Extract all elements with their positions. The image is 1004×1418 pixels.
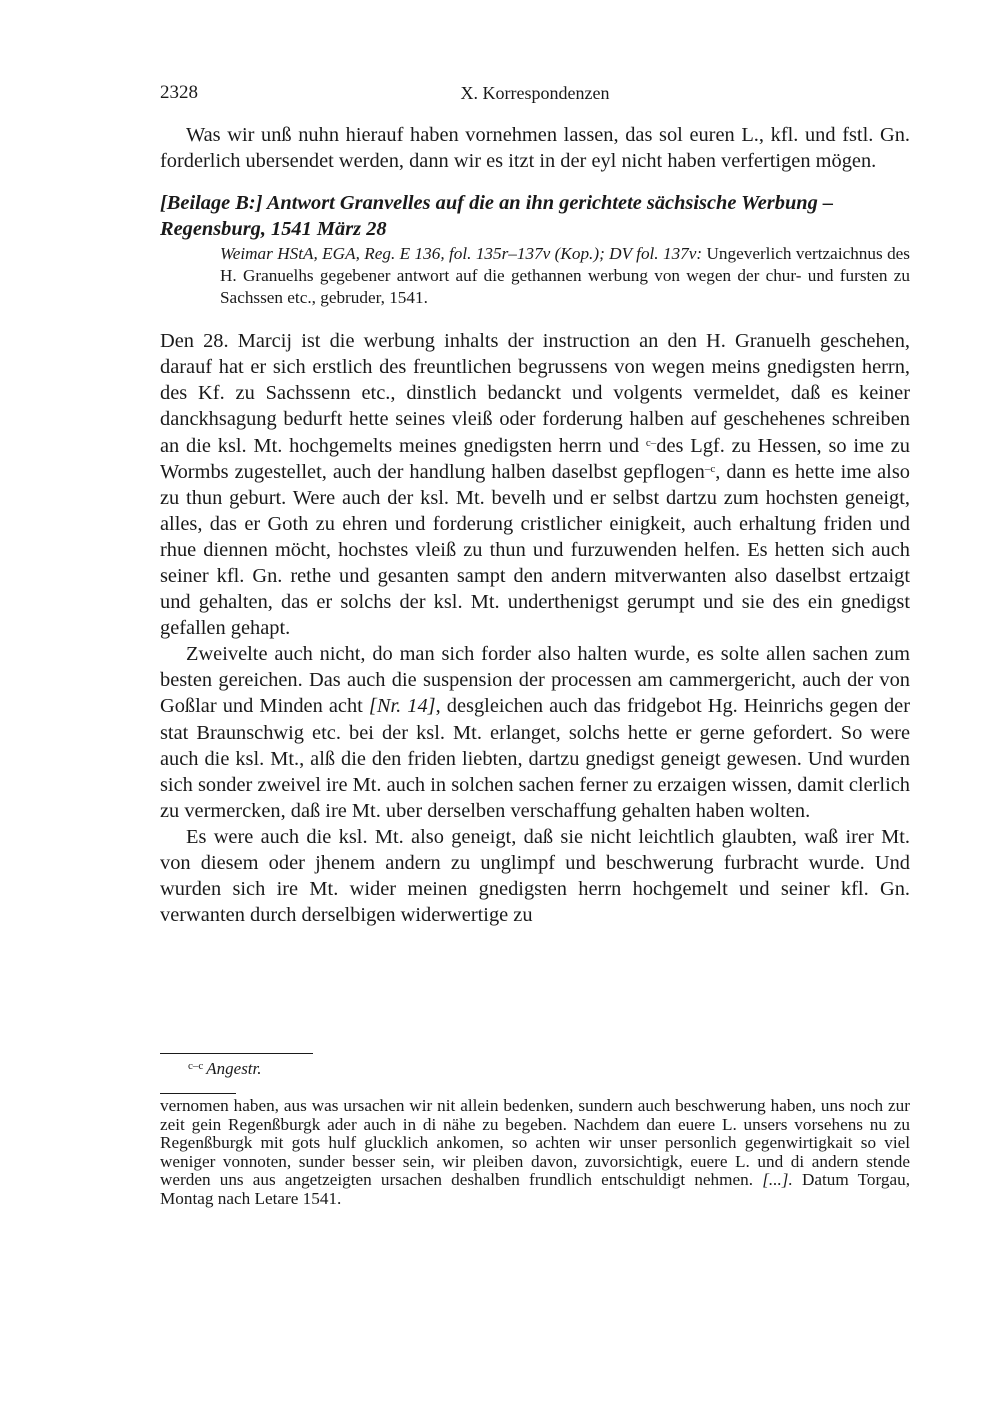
page — [160, 78, 910, 928]
body-paragraph-3: Es were auch die ksl. Mt. also geneigt, daß sie nicht leichtlich glaubten, waß irer Mt. von diesem oder jhenem andern zu unglimpf und beschwerung furbracht wurde. Und wurden sich ire Mt. wider meinen gnedigsten herrn hochgemelt und seiner kfl. Gn. verwanten durch derselbigen widerwertige zu — [160, 825, 910, 927]
source-description: Ungeverlich vertzaichnus des H. Granuelhs gegebener antwort auf die gethannen werbung von wegen der chur- und fursten zu Sachssen etc., gebruder, 1541. — [220, 244, 910, 307]
siglum-marked-text: des Lgf. zu Hessen, so ime zu Wormbs zugestellet, auch der handlung halben daselbst gepflogen — [160, 434, 910, 483]
cross-reference: [Nr. 14] — [368, 695, 436, 718]
paragraph-text: Zweivelte auch nicht, do man sich forder also halten wurde, es solte allen sachen zum besten gereichen. Das auch die suspension der processen am cammergericht, auch der von Goßlar und Minden acht — [160, 643, 910, 718]
footnote-text: vernomen haben, aus was ursachen wir nit allein bedenken, sundern auch beschwerung haben, uns noch zur zeit gein Regenßburgk ader auch in di nähe zu begeben. Nachdem dan euere L. unsers vorsehens nu zu Regenßburgk mit gots hulf glucklich ankomen, so achten wir unser personlich gegenwirtigkait so viel weniger vonnoten, sunder besser sein, wir pleiben davon, zuvorsichtigk, euere L. und di andern stende werden uns aus angetzeigten ursachen deshalben frundlich entschuldigt nehmen. — [160, 1096, 910, 1189]
page-number: 2328 — [160, 82, 198, 103]
intro-paragraph: Was wir unß nuhn hierauf haben vornehmen lassen, das sol euren L., kfl. und fstl. Gn. forderlich ubersendet werden, dann wir es itzt in der eyl nicht haben verfertigen mögen. — [160, 124, 910, 173]
footnote-divider — [160, 1093, 236, 1094]
main-text — [160, 122, 910, 174]
body-text — [160, 328, 910, 928]
paragraph-text: , desgleichen auch das fridgebot Hg. Heinrichs gegen der stat Braunschwig etc. bei der ksl. Mt. erlanget, solchs hette er gerne gefordert. So were auch die ksl. Mt., alß die den friden liebten, dartzu gnedigst geneigt gewesen. Und wurden sich sonder zweivel ire Mt. auch in solchen sachen ferner zu erzaigen wissen, damit clerlich zu vermercken, daß ire Mt. uber derselben verschaffung gehalten haben wolten. — [160, 695, 910, 822]
ellipsis-mark: [...]. — [762, 1170, 793, 1189]
footnote-text: Datum Torgau, Montag nach Letare 1541. — [160, 1170, 910, 1208]
apparatus-text: Angestr. — [206, 1059, 262, 1078]
body-paragraph-1 — [160, 328, 910, 641]
siglum-close: –c — [704, 462, 716, 475]
apparatus-note — [188, 1058, 910, 1080]
source-citation: Weimar HStA, EGA, Reg. E 136, fol. 135r–137v (Kop.); DV fol. 137v: — [220, 244, 703, 264]
paragraph-text: Den 28. Marcij ist die werbung inhalts der instruction an den H. Granuelh geschehen, darauf hat er sich erstlich des freuntlichen begrussens von wegen meins gnedigsten herrn, des Kf. zu Sachssenn etc., dinstlich bedanckt und volgents vermeldet, daß es keiner danckhsagung bedurft hette seines vleiß oder forderung halben auf geschehenes schreiben an die ksl. Mt. hochgemelts meines gnedigsten herrn und — [160, 330, 910, 457]
apparatus-marker: c–c — [188, 1060, 204, 1072]
section-heading: [Beilage B:] Antwort Granvelles auf die an ihn gerichtete sächsische Werbung – Regensburg, 1541 März 28 — [160, 192, 834, 241]
footnote-continuation — [160, 1097, 910, 1208]
body-paragraph-2 — [160, 641, 910, 824]
footnote-area — [160, 1053, 910, 1208]
siglum-open: c– — [645, 436, 657, 449]
source-note — [220, 243, 910, 308]
running-title: X. Korrespondenzen — [460, 83, 610, 103]
running-head — [160, 78, 910, 108]
apparatus-divider — [160, 1053, 313, 1054]
paragraph-text: , dann es hette ime also zu thun geburt. Were auch der ksl. Mt. bevelh und er selbst dartzu zum hochsten geneigt, alles, das er Goth zu ehren und forderung cristlicher einigkeit, auch erhaltung friden und rhue diennen möcht, hochstes vleiß zu thun und furzuwenden helfen. Es hetten sich auch seiner kfl. Gn. rethe und gesanten sampt den andern mitverwanten also daselbst ertzaigt und gehalten, das er solchs der ksl. Mt. underthenigst gerumpt und sie des ein gnedigst gefallen gehapt. — [160, 460, 910, 640]
